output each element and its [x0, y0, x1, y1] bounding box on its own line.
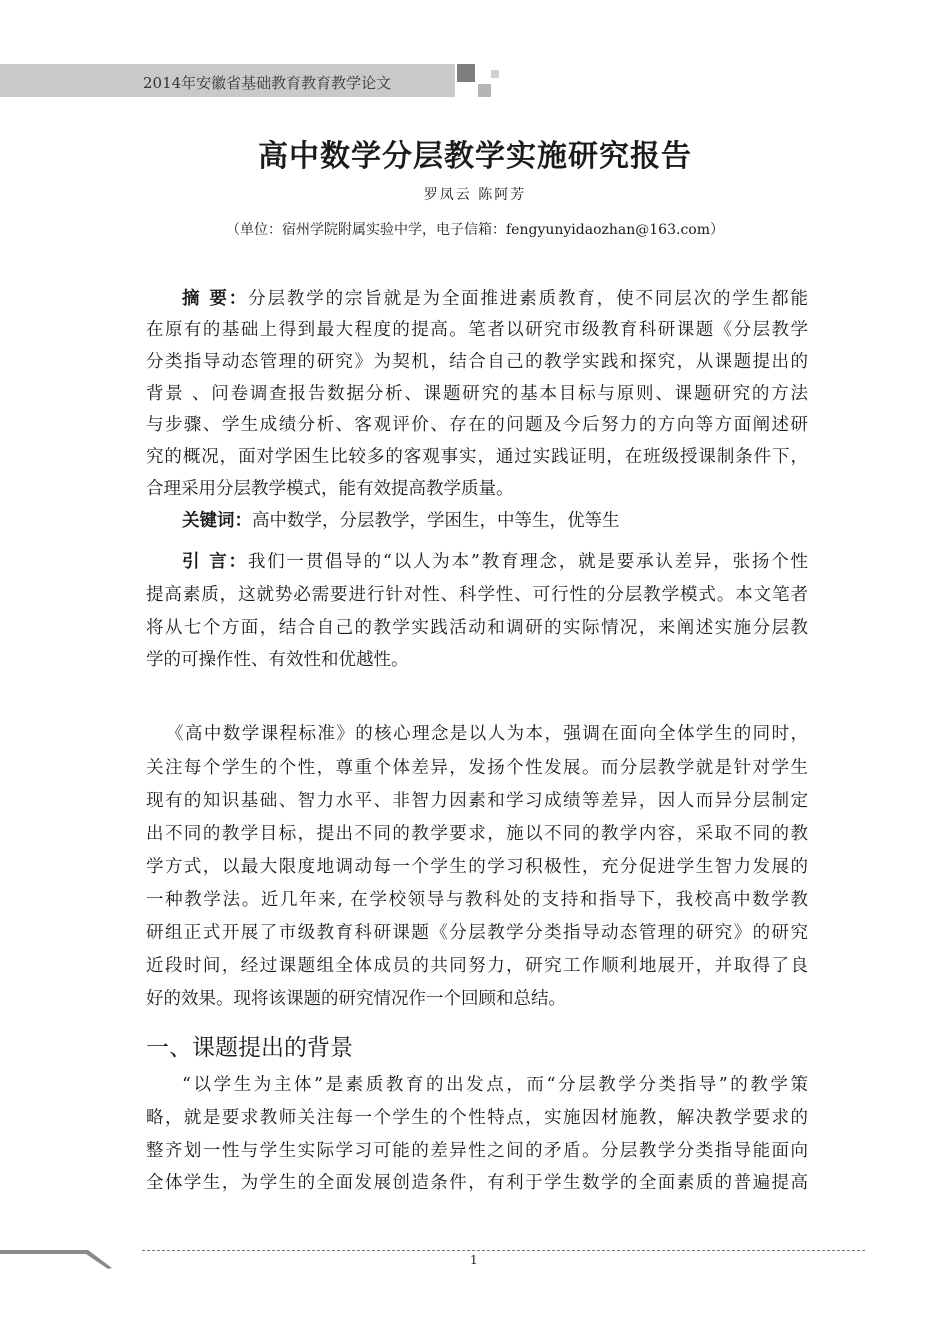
- running-header: 2014年安徽省基础教育教育教学论文: [143, 74, 392, 92]
- body-line: 出不同的教学目标，提出不同的教学要求，施以不同的教学内容，采取不同的教: [146, 824, 808, 844]
- intro-label: 引 言：: [182, 552, 248, 572]
- body-line: 研组正式开展了市级教育科研课题《分层教学分类指导动态管理的研究》的研究: [146, 923, 808, 943]
- intro-line: 学的可操作性、有效性和优越性。: [146, 650, 409, 670]
- intro-line: 提高素质，这就势必需要进行针对性、科学性、可行性的分层教学模式。本文笔者: [146, 585, 808, 605]
- abstract-line: 摘 要：分层教学的宗旨就是为全面推进素质教育，使不同层次的学生都能: [182, 289, 809, 309]
- section-line: 全体学生，为学生的全面发展创造条件，有利于学生数学的全面素质的普遍提高: [146, 1173, 808, 1193]
- body-line: 关注每个学生的个性，尊重个体差异，发扬个性发展。而分层教学就是针对学生: [146, 758, 808, 778]
- abstract-line: 究的概况，面对学困生比较多的客观事实，通过实践证明，在班级授课制条件下，: [146, 447, 808, 467]
- affiliation: （单位：宿州学院附属实验中学，电子信箱：fengyunyidaozhan@163.com）: [226, 222, 724, 238]
- footer-rule: [142, 1250, 865, 1251]
- decor-square: [457, 64, 475, 82]
- body-line: 现有的知识基础、智力水平、非智力因素和学习成绩等差异，因人而异分层制定: [146, 791, 808, 811]
- intro-line: 将从七个方面，结合自己的教学实践活动和调研的实际情况，来阐述实施分层教: [146, 618, 808, 638]
- section-line: “以学生为主体”是素质教育的出发点，而“分层教学分类指导”的教学策: [182, 1075, 808, 1095]
- keywords-label: 关键词：: [182, 511, 252, 531]
- section-line: 整齐划一性与学生实际学习可能的差异性之间的矛盾。分层教学分类指导能面向: [146, 1141, 808, 1161]
- decor-square: [478, 84, 491, 97]
- body-line: 《高中数学课程标准》的核心理念是以人为本，强调在面向全体学生的同时，: [166, 724, 808, 744]
- section-line: 略，就是要求教师关注每一个学生的个性特点，实施因材施教，解决教学要求的: [146, 1108, 808, 1128]
- body-line: 学方式，以最大限度地调动每一个学生的学习积极性，充分促进学生智力发展的: [146, 857, 808, 877]
- decor-square: [491, 70, 499, 78]
- abstract-line: 背景 、问卷调查报告数据分析、课题研究的基本目标与原则、课题研究的方法: [146, 384, 808, 404]
- intro-line: 引 言：我们一贯倡导的“以人为本”教育理念，就是要承认差异，张扬个性: [182, 552, 808, 572]
- page-number: 1: [470, 1253, 478, 1267]
- footer-decor: [0, 1238, 140, 1278]
- abstract-label: 摘 要：: [182, 289, 249, 309]
- body-line: 近段时间，经过课题组全体成员的共同努力，研究工作顺利地展开，并取得了良: [146, 956, 808, 976]
- abstract-line: 与步骤、学生成绩分析、客观评价、存在的问题及今后努力的方向等方面阐述研: [146, 415, 808, 435]
- abstract-line: 合理采用分层教学模式，能有效提高教学质量。: [146, 479, 514, 499]
- keywords: [182, 505, 808, 537]
- abstract-line: 在原有的基础上得到最大程度的提高。笔者以研究市级教育科研课题《分层教学: [146, 320, 808, 340]
- paper-title: 高中数学分层教学实施研究报告: [258, 139, 692, 174]
- section-heading: 一、课题提出的背景: [146, 1035, 353, 1061]
- body-line: 一种教学法。近几年来, 在学校领导与教科处的支持和指导下，我校高中数学教: [146, 890, 808, 910]
- keywords-text: 高中数学，分层教学，学困生，中等生，优等生: [252, 511, 620, 531]
- authors: 罗凤云 陈阿芳: [423, 187, 527, 203]
- body-line: 好的效果。现将该课题的研究情况作一个回顾和总结。: [146, 989, 566, 1009]
- abstract-line: 分类指导动态管理的研究》为契机，结合自己的教学实践和探究，从课题提出的: [146, 352, 808, 372]
